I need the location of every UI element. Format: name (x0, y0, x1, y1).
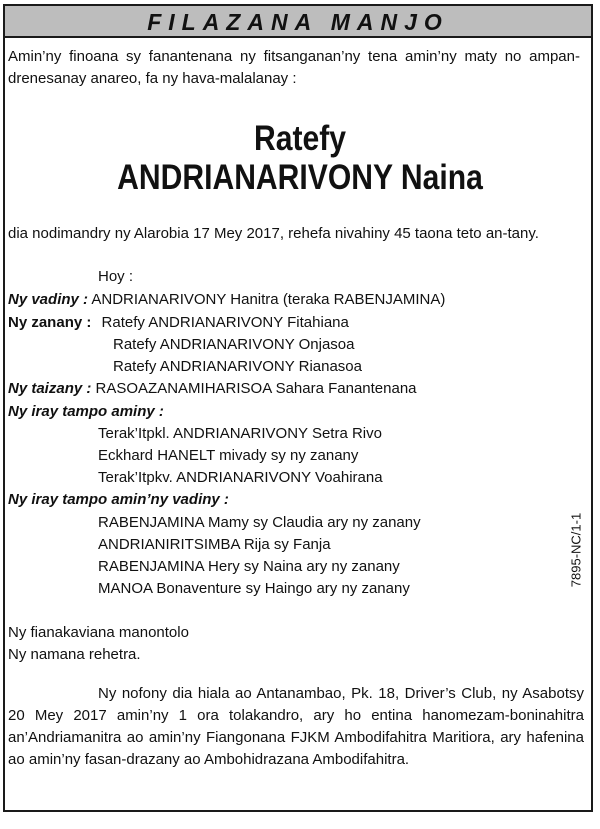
closing-line: Ny fianakaviana manontolo (8, 624, 189, 641)
children-line (8, 313, 349, 333)
inlaw-item: MANOA Bonaventure sy Haingo ary ny zanany (98, 580, 410, 597)
inlaw-item: RABENJAMINA Hery sy Naina ary ny zanany (98, 558, 400, 575)
child-name: Ratefy ANDRIANARIVONY Onjasoa (113, 336, 355, 353)
deceased-first-name: Ratefy (253, 119, 346, 158)
reference-text: 7895-NC/1-1 (568, 512, 584, 588)
sibling-item: Terak’Itpkl. ANDRIANARIVONY Setra Rivo (98, 425, 382, 442)
widow-name: ANDRIANARIVONY Hanitra (teraka RABENJAMINA) (91, 291, 446, 308)
intro-text: Amin’ny finoana sy fanantenana ny fitsanganan’ny tena amin’ny maty no ampan-drenesanay anareo, fa ny hava-malalanay : (8, 48, 580, 87)
closing-line: Ny namana rehetra. (8, 646, 141, 663)
inlaw-item: ANDRIANIRITSIMBA Rija sy Fanja (98, 536, 331, 553)
child-name: Ratefy ANDRIANARIVONY Fitahiana (101, 314, 349, 331)
funeral-details: Ny nofony dia hiala ao Antanambao, Pk. 18, Driver’s Club, ny Asabotsy 20 Mey 2017 amin’ny 1 ora tolakandro, ary ho entina hanomezam-boninahitra an’Andriamanitra ao amin’ny Fiangonana FJKM Ambodifahitra Maritiora, ary hafenina ao amin’ny fasan-drazany ao Ambohidrazana Ambodifahitra. (8, 685, 584, 768)
hoy-label: Hoy : (98, 268, 134, 285)
widow-label: Ny vadiny : (8, 291, 89, 308)
reference-code (566, 490, 586, 610)
deceased-full-name: ANDRIANARIVONY Naina (117, 158, 483, 197)
notice-title: FILAZANA MANJO (147, 9, 449, 35)
niece-line (8, 379, 417, 399)
niece-label: Ny taizany : (8, 380, 92, 397)
notice-banner (5, 6, 591, 38)
inlaw-item: RABENJAMINA Mamy sy Claudia ary ny zanany (98, 514, 421, 531)
widow-line (8, 290, 445, 310)
inlaws-label: Ny iray tampo amin’ny vadiny : (8, 491, 229, 508)
death-announcement: dia nodimandry ny Alarobia 17 Mey 2017, rehefa nivahiny 45 taona teto an-tany. (8, 225, 539, 242)
siblings-label: Ny iray tampo aminy : (8, 403, 164, 420)
child-name: Ratefy ANDRIANARIVONY Rianasoa (113, 358, 362, 375)
niece-name: RASOAZANAMIHARISOA Sahara Fanantenana (95, 380, 417, 397)
sibling-item: Terak’Itpkv. ANDRIANARIVONY Voahirana (98, 469, 383, 486)
sibling-item: Eckhard HANELT mivady sy ny zanany (98, 447, 359, 464)
children-label: Ny zanany : (8, 314, 92, 331)
